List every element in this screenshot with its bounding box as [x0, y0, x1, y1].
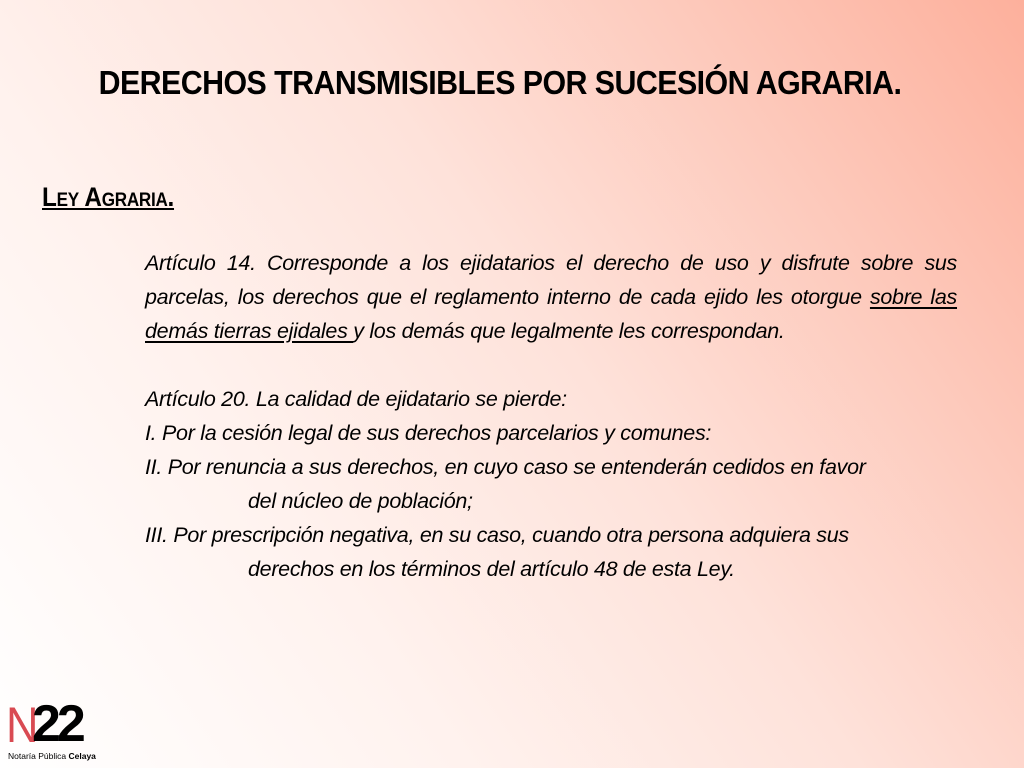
article-14-paragraph: [145, 246, 957, 348]
article-20-block: [145, 382, 957, 586]
article-14-text-start: Artículo 14. Corresponde a los ejidatarios el derecho de uso y disfrute sobre sus parcelas, los derechos que el reglamento interno de cada ejido les otorgue: [145, 251, 957, 309]
slide-title: DERECHOS TRANSMISIBLES POR SUCESIÓN AGRARIA.: [98, 64, 902, 101]
logo-number: 22: [32, 695, 82, 753]
article-20-item-1: I. Por la cesión legal de sus derechos parcelarios y comunes:: [145, 421, 712, 445]
slide-subtitle: Ley Agraria.: [42, 182, 175, 212]
article-20-item-2-continuation: del núcleo de población;: [248, 489, 473, 513]
logo-caption-bold: Celaya: [68, 751, 96, 761]
article-20-item-3: III. Por prescripción negativa, en su caso, cuando otra persona adquiera sus: [145, 523, 849, 547]
article-20-heading: Artículo 20. La calidad de ejidatario se pierde:: [145, 387, 567, 411]
logo-caption: [8, 751, 96, 761]
notary-logo: [6, 695, 102, 764]
slide-body: [145, 246, 957, 586]
article-20-item-2: II. Por renuncia a sus derechos, en cuyo caso se entenderán cedidos en favor: [145, 455, 866, 479]
logo-caption-regular: Notaría Pública: [8, 751, 69, 761]
logo-letter: N: [6, 697, 39, 753]
article-14-text-end: y los demás que legalmente les correspondan.: [353, 319, 785, 343]
article-14-underlined-text: sobre las demás tierras ejidales: [145, 285, 958, 343]
article-20-item-3-continuation: derechos en los términos del artículo 48 de esta Ley.: [248, 557, 735, 581]
